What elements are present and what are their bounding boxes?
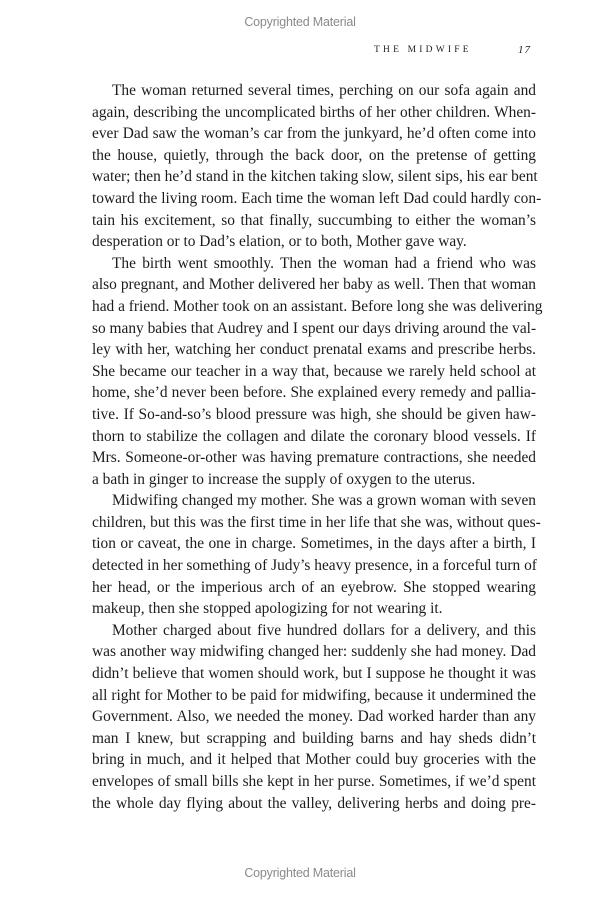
text-line: also pregnant, and Mother delivered her baby as well. Then that woman — [92, 276, 536, 294]
text-line: tion or caveat, the one in charge. Sometimes, in the days after a birth, I — [92, 535, 536, 553]
paragraph — [92, 620, 536, 814]
text-line: The woman returned several times, perching on our sofa again and — [112, 82, 536, 99]
text-line: envelopes of small bills she kept in her purse. Sometimes, if we’d spent — [92, 773, 536, 790]
text-line: tive. If So-and-so’s blood pressure was high, she should be given haw- — [92, 405, 536, 423]
text-line: was another way midwifing changed her: suddenly she had money. Dad — [92, 643, 536, 661]
text-line: water; then he’d stand in the kitchen taking slow, silent sips, his ear bent — [92, 168, 538, 186]
text-line: ever Dad saw the woman’s car from the junkyard, he’d often come into — [92, 125, 536, 143]
text-line: all right for Mother to be paid for midwifing, because it undermined the — [92, 686, 536, 704]
text-line: toward the living room. Each time the woman left Dad could hardly con- — [92, 189, 542, 207]
body-text — [92, 80, 543, 814]
text-line: Midwifing changed my mother. She was a grown woman with seven — [112, 492, 536, 510]
paragraph — [92, 253, 543, 491]
text-line: man I knew, but scrapping and building barns and hay sheds didn’t — [92, 729, 536, 747]
text-line: didn’t believe that women should work, but I suppose he thought it was — [92, 665, 536, 683]
text-line: her head, or the imperious arch of an eyebrow. She stopped wearing — [92, 578, 536, 596]
text-line: again, describing the uncomplicated births of her other children. When- — [92, 103, 536, 121]
running-head: THE MIDWIFE — [374, 45, 472, 55]
text-line: She became our teacher in a way that, because we rarely held school at — [92, 362, 536, 380]
text-line: tain his excitement, so that finally, succumbing to either the woman’s — [92, 211, 536, 229]
text-line: makeup, then she stopped apologizing for not wearing it. — [92, 600, 443, 618]
page-number: 17 — [518, 44, 531, 56]
text-line: Mrs. Someone-or-other was having premature contractions, she needed — [92, 449, 536, 467]
text-line: Government. Also, we needed the money. Dad worked harder than any — [92, 708, 536, 726]
text-line: desperation or to Dad’s elation, or to both, Mother gave way. — [92, 233, 467, 251]
copyright-watermark-top: Copyrighted Material — [244, 15, 356, 29]
text-line: detected in her something of Judy’s heavy presence, in a forceful turn of — [92, 557, 537, 575]
text-line: The birth went smoothly. Then the woman had a friend who was — [112, 254, 536, 272]
text-line: children, but this was the first time in her life that she was, without ques- — [92, 513, 541, 531]
text-line: home, she’d never been before. She explained every remedy and pallia- — [92, 384, 536, 402]
copyright-watermark-bottom: Copyrighted Material — [244, 866, 356, 880]
paragraph — [92, 490, 541, 620]
text-line: so many babies that Audrey and I spent our days driving around the val- — [92, 319, 537, 337]
text-line: had a friend. Mother took on an assistant. Before long she was delivering — [92, 297, 543, 315]
text-line: thorn to stabilize the collagen and dilate the coronary blood vessels. If — [92, 427, 536, 445]
paragraph — [92, 80, 542, 253]
text-line: a bath in ginger to increase the supply of oxygen to the uterus. — [92, 470, 476, 488]
text-line: ley with her, watching her conduct prenatal exams and prescribe herbs. — [92, 341, 536, 359]
text-line: Mother charged about five hundred dollars for a delivery, and this — [112, 621, 536, 639]
text-line: the whole day flying about the valley, delivering herbs and doing pre- — [92, 794, 536, 812]
text-line: the house, quietly, through the back door, on the pretense of getting — [92, 146, 536, 164]
text-line: bring in much, and it helped that Mother could buy groceries with the — [92, 751, 536, 769]
